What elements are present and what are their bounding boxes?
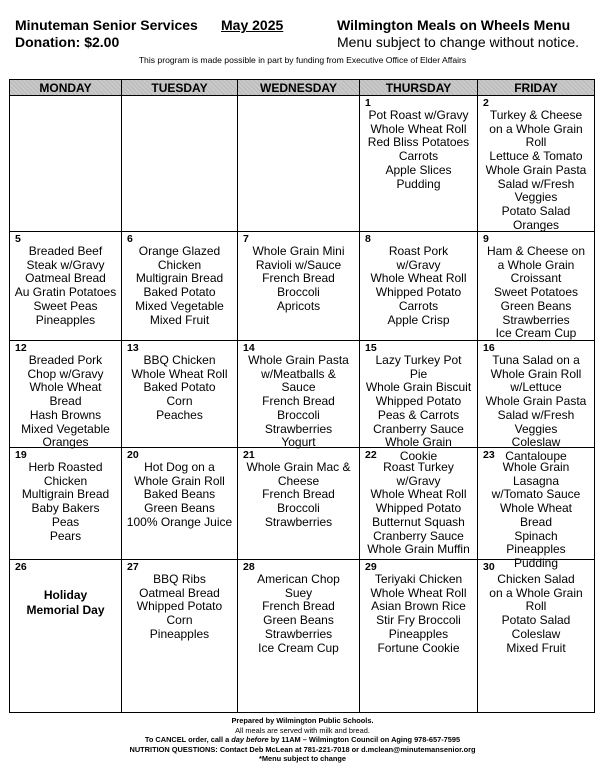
menu-item: Whole Wheat — [29, 380, 102, 395]
menu-item: Roll — [525, 599, 547, 614]
menu-items — [240, 573, 357, 655]
menu-item: Pineapples — [506, 542, 566, 557]
menu-item: Breaded Pork — [28, 353, 103, 367]
menu-item: Whole Grain Pasta — [248, 353, 349, 367]
menu-item: Pudding — [513, 555, 559, 570]
menu-item: Whole Grain Roll — [490, 366, 582, 381]
menu-item: Multigrain Bread — [21, 487, 110, 502]
menu-items — [240, 354, 357, 450]
menu-item: Chicken — [43, 473, 88, 488]
menu-item: Au Gratin Potatoes — [14, 285, 117, 300]
menu-item: Green Beans — [500, 298, 572, 313]
day-cell — [238, 96, 360, 232]
day-cell — [360, 232, 478, 341]
menu-item: Oranges — [512, 217, 560, 232]
day-cell — [478, 232, 594, 341]
day-number: 21 — [243, 449, 255, 461]
menu-item: Whipped Potato — [375, 285, 462, 300]
menu-item: on a Whole Grain — [489, 585, 583, 600]
menu-item: Whole Grain Pasta — [485, 394, 587, 409]
menu-item: Roast Pork — [388, 244, 449, 258]
menu-item: Chicken Salad — [497, 572, 575, 586]
day-cell — [122, 341, 238, 448]
menu-item: Mixed Vegetable — [135, 298, 224, 313]
menu-item: Roll — [525, 135, 547, 150]
menu-items — [124, 245, 235, 327]
day-number: 15 — [365, 342, 377, 354]
footer-milk-bread: All meals are served with milk and bread. — [235, 725, 370, 735]
menu-item: Broccoli — [277, 501, 320, 516]
menu-item: Ice Cream Cup — [258, 640, 339, 655]
week-row — [10, 560, 594, 712]
menu-items — [480, 573, 592, 655]
holiday-label — [10, 588, 121, 618]
menu-item: Whole Grain Mini — [252, 244, 345, 258]
menu-item: American Chop — [257, 572, 340, 586]
menu-item: Lettuce & Tomato — [489, 149, 583, 164]
menu-item: Whole Grain Pasta — [485, 162, 587, 177]
menu-item: Lasagna — [512, 473, 560, 488]
menu-item: Whole Grain Roll — [134, 473, 225, 488]
day-cell — [238, 232, 360, 341]
menu-item: Cheese — [277, 473, 320, 488]
menu-item: Pineapples — [35, 312, 96, 327]
menu-item: French Bread — [262, 599, 335, 614]
menu-item: Whole Wheat Roll — [131, 366, 228, 381]
menu-item: Baked Potato — [143, 380, 216, 395]
weekday-header: MONDAY — [10, 80, 122, 96]
day-cell — [122, 560, 238, 712]
day-number: 23 — [483, 449, 495, 461]
menu-item: Baked Beans — [143, 487, 216, 502]
menu-item: BBQ Chicken — [143, 353, 216, 367]
menu-item: Steak w/Gravy — [26, 257, 105, 272]
menu-item: Butternut Squash — [372, 514, 465, 529]
menu-items — [362, 109, 475, 191]
menu-item: Peas & Carrots — [377, 407, 460, 422]
day-cell — [10, 560, 122, 712]
menu-item: w/Lettuce — [510, 380, 562, 395]
menu-items — [480, 109, 592, 232]
menu-item: Broccoli — [277, 407, 320, 422]
footer-subject-to-change: *Menu subject to change — [258, 754, 347, 764]
week-row — [10, 232, 594, 341]
menu-item: Cantaloupe — [505, 448, 567, 463]
menu-item: French Bread — [262, 271, 335, 286]
menu-item: Green Beans — [144, 501, 215, 516]
menu-item: Roast Turkey — [383, 460, 454, 474]
day-number: 27 — [127, 561, 139, 573]
menu-item: Chicken — [157, 257, 202, 272]
menu-item: Strawberries — [264, 421, 333, 436]
day-cell — [122, 448, 238, 560]
day-cell — [10, 448, 122, 560]
menu-item: 100% Orange Juice — [126, 514, 233, 529]
menu-item: Carrots — [398, 298, 439, 313]
menu-item: Pears — [49, 528, 82, 543]
menu-item: Pineapples — [388, 626, 449, 641]
day-number: 12 — [15, 342, 27, 354]
menu-item: Whole Grain Mac & — [246, 460, 351, 474]
menu-item: Whole Wheat Roll — [370, 121, 467, 136]
day-number: 9 — [483, 233, 489, 245]
menu-items — [12, 245, 119, 327]
menu-item: Coleslaw — [511, 435, 561, 450]
menu-item: Whipped Potato — [375, 501, 462, 516]
menu-item: Suey — [284, 585, 313, 600]
menu-item: Cookie — [399, 448, 438, 463]
day-cell — [238, 448, 360, 560]
menu-item: Whole Grain Biscuit — [365, 380, 472, 395]
menu-item: Corn — [166, 394, 193, 409]
org-name: Minuteman Senior Services — [15, 17, 198, 33]
day-cell — [10, 341, 122, 448]
menu-item: Oranges — [42, 435, 89, 450]
menu-item: Herb Roasted — [28, 460, 103, 474]
menu-items — [124, 354, 235, 423]
menu-item: Mixed Fruit — [149, 312, 210, 327]
weekday-header: TUESDAY — [122, 80, 238, 96]
menu-item: Whole Grain — [502, 460, 570, 474]
menu-item: Apricots — [276, 298, 321, 313]
menu-item: Whole Wheat Roll — [370, 585, 467, 600]
day-number: 29 — [365, 561, 377, 573]
day-number: 8 — [365, 233, 371, 245]
day-cell — [360, 96, 478, 232]
menu-item: Baked Potato — [143, 285, 216, 300]
menu-items — [124, 573, 235, 642]
menu-item: Peas — [51, 514, 80, 529]
menu-item: Strawberries — [264, 514, 333, 529]
menu-item: w/Gravy — [396, 473, 441, 488]
menu-items — [362, 573, 475, 655]
menu-item: Veggies — [514, 421, 558, 436]
holiday-line: Holiday — [43, 588, 88, 602]
menu-item: Turkey & Cheese — [489, 108, 583, 122]
weekday-header: THURSDAY — [360, 80, 478, 96]
menu-items — [240, 245, 357, 314]
menu-item: Fortune Cookie — [377, 640, 460, 655]
menu-item: Whole Wheat Roll — [370, 271, 467, 286]
day-cell — [478, 96, 594, 232]
menu-calendar — [9, 79, 595, 713]
menu-item: Pie — [409, 366, 428, 381]
menu-item: Asian Brown Rice — [371, 599, 466, 614]
weekday-header: FRIDAY — [478, 80, 594, 96]
week-row — [10, 96, 594, 232]
menu-item: Salad w/Fresh — [497, 407, 575, 422]
menu-items — [362, 245, 475, 327]
day-number: 19 — [15, 449, 27, 461]
menu-item: Pudding — [396, 176, 441, 191]
day-cell — [360, 448, 478, 560]
menu-item: Whipped Potato — [375, 394, 462, 409]
day-cell — [238, 341, 360, 448]
menu-item: Apple Crisp — [387, 312, 450, 327]
holiday-line: Memorial Day — [26, 603, 105, 617]
menu-item: Whole Wheat — [499, 501, 573, 516]
day-number: 2 — [483, 97, 489, 109]
menu-items — [480, 461, 592, 571]
menu-items — [240, 461, 357, 530]
weekday-header: WEDNESDAY — [238, 80, 360, 96]
menu-item: Yogurt — [281, 435, 316, 450]
program-title: Wilmington Meals on Wheels Menu — [337, 17, 571, 33]
footer-nutrition: NUTRITION QUESTIONS: Contact Deb McLean at 781-221-7018 or d.mclean@minutemansenior.org — [129, 744, 476, 754]
day-number: 30 — [483, 561, 495, 573]
menu-item: Whole Grain Muffin — [367, 542, 470, 557]
menu-item: w/Meatballs & — [261, 366, 336, 381]
menu-item: Lazy Turkey Pot — [375, 353, 462, 367]
menu-items — [124, 461, 235, 530]
menu-item: Hot Dog on a — [144, 460, 215, 474]
menu-item: Mixed Vegetable — [21, 421, 110, 436]
menu-items — [362, 461, 475, 557]
footer-prepared-by: Prepared by Wilmington Public Schools. — [231, 716, 374, 725]
menu-item: Tuna Salad on a — [492, 353, 580, 367]
day-number: 7 — [243, 233, 249, 245]
menu-item: Whole Grain — [385, 435, 452, 450]
menu-item: Oatmeal Bread — [139, 585, 220, 600]
menu-item: Chop w/Gravy — [27, 366, 104, 381]
day-cell — [10, 96, 122, 232]
change-notice: Menu subject to change without notice. — [337, 34, 580, 50]
menu-item: Potato Salad — [501, 613, 571, 628]
menu-item: Whipped Potato — [136, 599, 223, 614]
menu-item: Pineapples — [149, 626, 210, 641]
menu-item: Red Bliss Potatoes — [367, 135, 470, 150]
funding-note: This program is made possible in part by funding from Executive Office of Elder Affairs — [138, 55, 467, 65]
menu-item: Corn — [166, 613, 193, 628]
day-cell — [238, 560, 360, 712]
menu-item: Spinach — [514, 528, 558, 543]
footer-cancel-info: To CANCEL order, call a day before by 11AM – Wilmington Council on Aging 978-657-7595 — [144, 735, 461, 745]
day-number: 13 — [127, 342, 139, 354]
menu-items — [480, 245, 592, 341]
menu-item: Ravioli w/Sauce — [255, 257, 342, 272]
menu-item: French Bread — [262, 394, 335, 409]
menu-item: Salad w/Fresh — [497, 176, 575, 191]
menu-item: a Whole Grain — [497, 257, 575, 272]
menu-item: Veggies — [514, 190, 558, 205]
menu-item: Orange Glazed — [138, 244, 221, 258]
menu-item: Sweet Potatoes — [493, 285, 579, 300]
menu-item: Strawberries — [264, 626, 333, 641]
weekday-header-row — [10, 80, 594, 96]
day-number: 26 — [15, 561, 27, 573]
day-cell — [360, 560, 478, 712]
day-number: 22 — [365, 449, 377, 461]
day-number: 20 — [127, 449, 139, 461]
menu-item: Broccoli — [277, 285, 320, 300]
day-number: 1 — [365, 97, 371, 109]
menu-item: Carrots — [398, 149, 439, 164]
menu-item: Coleslaw — [511, 626, 561, 641]
menu-item: Cranberry Sauce — [373, 528, 464, 543]
day-cell — [10, 232, 122, 341]
menu-item: w/Gravy — [396, 257, 441, 272]
menu-item: Strawberries — [502, 312, 570, 327]
menu-item: Hash Browns — [29, 407, 102, 422]
menu-item: Potato Salad — [501, 203, 571, 218]
menu-item: Croissant — [510, 271, 562, 286]
menu-month: May 2025 — [221, 17, 284, 33]
day-cell — [122, 96, 238, 232]
menu-item: Stir Fry Broccoli — [376, 613, 461, 628]
menu-item: Apple Slices — [385, 162, 452, 177]
menu-item: Sauce — [281, 380, 316, 395]
menu-item: BBQ Ribs — [153, 572, 206, 586]
menu-item: Green Beans — [263, 613, 334, 628]
menu-item: Whole Wheat Roll — [370, 487, 467, 502]
menu-items — [12, 354, 119, 450]
day-cell — [122, 232, 238, 341]
menu-item: Bread — [49, 394, 82, 409]
menu-item: Oatmeal Bread — [25, 271, 106, 286]
day-number: 16 — [483, 342, 495, 354]
menu-item: Mixed Fruit — [506, 640, 566, 655]
day-number: 6 — [127, 233, 133, 245]
menu-item: w/Tomato Sauce — [491, 487, 581, 502]
menu-item: Pot Roast w/Gravy — [368, 108, 469, 122]
menu-item: Cranberry Sauce — [373, 421, 464, 436]
day-cell — [478, 560, 594, 712]
menu-item: Ham & Cheese on — [486, 244, 586, 258]
menu-item: Baby Bakers — [31, 501, 100, 516]
day-number: 14 — [243, 342, 255, 354]
menu-item: Sweet Peas — [33, 298, 98, 313]
menu-item: Multigrain Bread — [135, 271, 224, 286]
menu-item: Peaches — [156, 407, 203, 422]
menu-item: on a Whole Grain — [489, 121, 583, 136]
day-number: 5 — [15, 233, 21, 245]
menu-item: Bread — [519, 514, 553, 529]
menu-item: Ice Cream Cup — [495, 326, 577, 341]
menu-item: Teriyaki Chicken — [374, 572, 463, 586]
menu-item: French Bread — [262, 487, 335, 502]
donation-amount: Donation: $2.00 — [15, 34, 120, 50]
day-number: 28 — [243, 561, 255, 573]
menu-item: Breaded Beef — [28, 244, 103, 258]
menu-items — [12, 461, 119, 543]
footer — [0, 716, 605, 764]
